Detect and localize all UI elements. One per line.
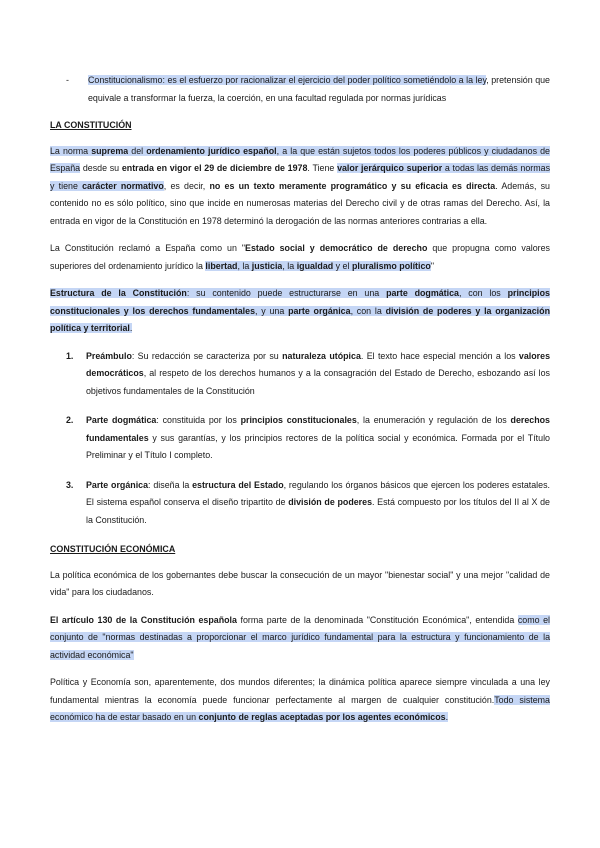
p3-span-4: , con los [458,288,508,298]
p3-span-6: , y una [255,305,289,316]
p2-span-3: que propugna como valores superiores del ordenamiento jurídico la [50,243,550,271]
p3-span-1: Estructura de la Constitución [50,288,187,298]
p1-span-10: a todas las demás normas y tiene [50,163,551,191]
constitucion-paragraph-1 [50,143,550,231]
p2-span-9: y el [333,260,352,271]
p1-span-6: desde su [80,163,122,173]
p2-span-4: libertad [205,260,238,271]
item-span: : diseña la [148,479,193,490]
bullet-marker: - [66,75,69,85]
p3-span-3: parte dogmática [386,288,459,298]
item-span-bold: división de poderes [288,497,373,507]
p3-span-2: : su contenido puede estructurarse en una [186,288,387,298]
economica-paragraph-2 [50,612,550,665]
e2-span-1: El artículo 130 de la Constitución española [50,614,237,625]
list-text [86,477,550,530]
e3-span-2: Todo sistema económico ha de estar basado en un [50,694,550,722]
list-number: 2. [66,415,74,425]
item-span: , al respeto de los derechos humanos y a la consagración del Estado de Derecho, esbozando así los objetivos fundamentales de la Constitución [86,368,550,396]
list-number: 1. [66,350,74,361]
item-span: : Su redacción se caracteriza por su [131,350,283,361]
item-span-bold: naturaleza utópica [282,350,361,361]
item-span: y sus garantías, y los principios rectores de la política social y económica. Formada por el Título Preliminar y el Título I completo. [86,432,550,460]
bullet-highlight: Constitucionalismo: es el esfuerzo por racionalizar el ejercicio del poder político sometiéndolo a la ley [88,75,487,85]
p2-span-1: La Constitución reclamó a España como un " [50,243,246,253]
list-item [50,477,550,530]
estructura-paragraph [50,285,550,338]
list-text [86,348,550,401]
p2-span-2: Estado social y democrático de derecho [245,243,428,253]
e3-span-4: . [445,712,449,722]
p1-span-11: carácter normativo [82,180,164,191]
list-text [86,412,550,465]
p3-span-9: división de poderes y la organización política y territorial [50,305,550,333]
p1-span-13: no es un texto meramente programático y su eficacia es directa [209,180,496,191]
item-span-bold: principios constitucionales [240,415,357,425]
bullet-text [88,72,550,107]
item-span: , la enumeración y regulación de los [356,415,511,425]
item-span: . Está compuesto por los títulos del II al X de la Constitución. [86,497,550,525]
item-title: Parte orgánica [86,479,149,490]
p3-span-7: parte orgánica [288,305,351,316]
bullet-rest: , pretensión que equivale a transformar la fuerza, la coerción, en una facultad regulada por normas jurídicas [88,75,550,103]
p1-span-2: suprema [91,145,129,156]
p2-span-7: , la [282,260,297,271]
p3-span-10: . [129,323,133,333]
p2-span-10: pluralismo político [351,260,431,271]
p1-span-4: ordenamiento jurídico español [146,145,277,156]
economica-paragraph-1: La política económica de los gobernantes debe buscar la consecución de un mayor "bienestar social" y una mejor "calidad de vida" para los ciudadanos. [50,569,550,597]
p3-span-8: , con la [350,305,386,316]
item-span: . El texto hace especial mención a los [360,350,519,361]
economica-paragraph-3 [50,674,550,727]
e2-span-2: forma parte de la denominada "Constitución Económica", entendida [236,614,518,625]
document-body [50,72,550,737]
p2-span-5: , la [237,260,252,271]
e3-span-1: Política y Economía son, aparentemente, dos mundos diferentes; la dinámica política aparece siempre vinculada a una ley fundamental mientras la economía puede funcionar perfectamente al margen de cualquier constitución. [50,677,550,705]
constitucion-paragraph-2 [50,240,550,275]
e2-span-3: como el conjunto de "normas destinadas a proporcionar el marco jurídico fundamental para la estructura y funcionamiento de la actividad económica" [50,614,551,660]
item-span-bold: derechos fundamentales [86,415,550,443]
item-title: Parte dogmática [86,415,157,425]
list-number: 3. [66,479,74,490]
structure-list [50,348,550,530]
p1-span-14: . Además, su contenido no es sólo político, sino que incide en numerosas materias del Derecho civil y de otras ramas del Derecho. Así, la entrada en vigor de la Constitución en 1978 determinó la derogación de las normas anteriores contrarias a ella. [50,180,550,226]
item-title: Preámbulo [86,350,132,361]
list-item [50,412,550,465]
p2-span-8: igualdad [296,260,334,271]
p1-span-8: . Tiene [307,163,338,173]
p1-span-7: entrada en vigor el 29 de diciembre de 1978 [121,163,308,173]
p1-span-5: , a la que están sujetos todos los poderes públicos y ciudadanos de España [50,145,550,173]
p1-span-12: , es decir, [163,180,210,191]
p2-span-11: " [430,260,434,271]
section-heading-constitucion-economica: CONSTITUCIÓN ECONÓMICA [50,544,176,554]
p1-span-9: valor jerárquico superior [337,163,443,173]
p1-span-3: del [128,145,147,156]
e3-span-3: conjunto de reglas aceptadas por los agentes económicos [198,712,446,722]
item-span-bold: estructura del Estado [192,479,284,490]
item-span-bold: valores democráticos [86,350,551,378]
constitucionalismo-bullet [50,72,550,107]
p2-span-6: justicia [251,260,283,271]
section-heading-constitucion: LA CONSTITUCIÓN [50,120,132,130]
p1-span-1: La norma [50,145,92,156]
list-item [50,348,550,401]
p3-span-5: principios constitucionales y los derechos fundamentales [50,288,550,316]
item-span: , regulando los órganos básicos que ejercen los poderes estatales. El sistema español conserva el diseño tripartito de [86,479,550,507]
item-span: : constituida por los [156,415,241,425]
